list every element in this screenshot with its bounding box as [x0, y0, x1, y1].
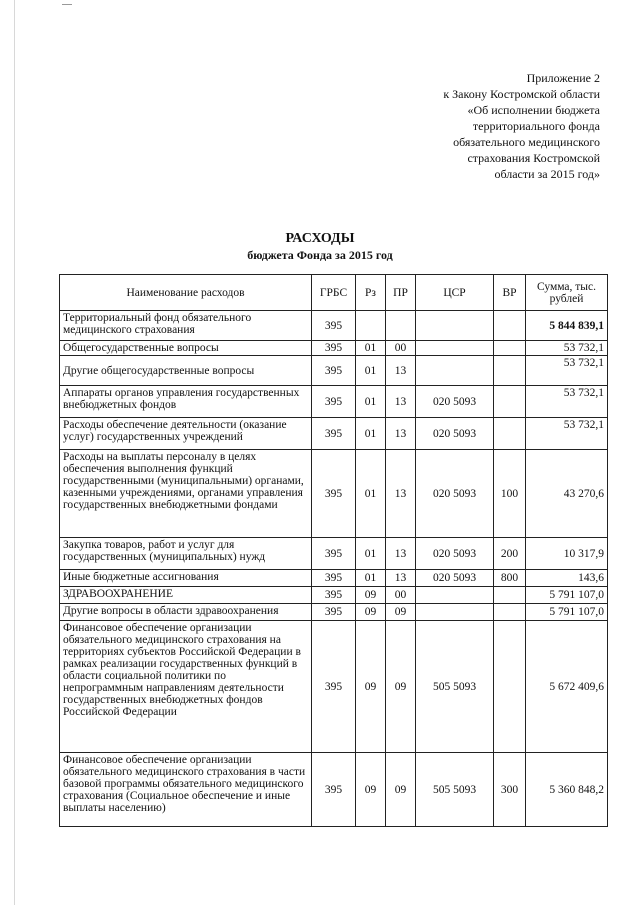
col-header-grbs: ГРБС	[312, 275, 356, 311]
row-csr	[416, 587, 494, 604]
row-rz: 09	[356, 753, 386, 827]
col-header-name: Наименование расходов	[60, 275, 312, 311]
row-sum: 10 317,9	[526, 538, 608, 570]
scan-mark	[62, 4, 72, 5]
row-grbs: 395	[312, 753, 356, 827]
row-rz	[356, 311, 386, 341]
row-csr: 020 5093	[416, 418, 494, 450]
row-csr	[416, 311, 494, 341]
row-sum: 53 732,1	[526, 418, 608, 450]
row-sum: 5 844 839,1	[526, 311, 608, 341]
table-row	[60, 621, 608, 753]
appendix-line: области за 2015 год»	[494, 167, 600, 181]
row-csr: 505 5093	[416, 753, 494, 827]
table-row	[60, 570, 608, 587]
row-pr: 13	[386, 538, 416, 570]
appendix-line: «Об исполнении бюджета	[467, 103, 600, 117]
document-title: РАСХОДЫ	[285, 231, 355, 246]
scan-edge-line	[14, 0, 15, 905]
row-name: Аппараты органов управления государственных внебюджетных фондов	[60, 386, 312, 418]
row-name: Другие вопросы в области здравоохранения	[60, 604, 312, 621]
row-vr: 200	[494, 538, 526, 570]
appendix-line: обязательного медицинского	[453, 135, 600, 149]
row-vr: 100	[494, 450, 526, 538]
table-row	[60, 341, 608, 356]
row-rz: 01	[356, 341, 386, 356]
table-row	[60, 538, 608, 570]
row-name: Расходы обеспечение деятельности (оказание услуг) государственных учреждений	[60, 418, 312, 450]
row-vr	[494, 386, 526, 418]
row-csr: 020 5093	[416, 386, 494, 418]
row-name: Финансовое обеспечение организации обязательного медицинского страхования на территориях субъектов Российской Федерации в рамках реализации государственных функций в области социальной политики по непрограммным направлениям деятельности государственных внебюджетных фондов Российской Федерации	[60, 621, 312, 753]
row-pr: 09	[386, 604, 416, 621]
row-pr: 13	[386, 418, 416, 450]
row-pr: 13	[386, 386, 416, 418]
row-sum: 53 732,1	[526, 386, 608, 418]
row-rz: 09	[356, 604, 386, 621]
table-row	[60, 587, 608, 604]
row-csr	[416, 356, 494, 386]
row-vr	[494, 587, 526, 604]
row-pr: 00	[386, 341, 416, 356]
table-row	[60, 311, 608, 341]
row-pr: 13	[386, 450, 416, 538]
row-name: ЗДРАВООХРАНЕНИЕ	[60, 587, 312, 604]
row-sum: 53 732,1	[526, 341, 608, 356]
row-name: Расходы на выплаты персоналу в целях обеспечения выполнения функций государственными (муниципальными) органами, казенными учреждениями, органами управления государственных внебюджетными фондами	[60, 450, 312, 538]
row-rz: 01	[356, 570, 386, 587]
row-sum: 5 360 848,2	[526, 753, 608, 827]
table-row	[60, 356, 608, 386]
row-sum: 5 791 107,0	[526, 604, 608, 621]
table-row	[60, 450, 608, 538]
row-csr	[416, 604, 494, 621]
row-name: Закупка товаров, работ и услуг для государственных (муниципальных) нужд	[60, 538, 312, 570]
document-subtitle: бюджета Фонда за 2015 год	[247, 248, 393, 262]
row-vr: 800	[494, 570, 526, 587]
col-header-sum: Сумма, тыс. рублей	[526, 275, 608, 311]
row-name: Общегосударственные вопросы	[60, 341, 312, 356]
col-header-rz: Рз	[356, 275, 386, 311]
row-grbs: 395	[312, 587, 356, 604]
row-pr: 00	[386, 587, 416, 604]
row-vr	[494, 604, 526, 621]
row-vr: 300	[494, 753, 526, 827]
row-name: Финансовое обеспечение организации обязательного медицинского страхования в части базовой программы обязательного медицинского страхования (Социальное обеспечение и иные выплаты населению)	[60, 753, 312, 827]
row-csr: 505 5093	[416, 621, 494, 753]
row-csr: 020 5093	[416, 570, 494, 587]
row-grbs: 395	[312, 356, 356, 386]
row-pr: 09	[386, 621, 416, 753]
table-row	[60, 386, 608, 418]
row-sum: 5 672 409,6	[526, 621, 608, 753]
appendix-line: территориального фонда	[472, 119, 600, 133]
row-rz: 09	[356, 587, 386, 604]
table-row	[60, 418, 608, 450]
row-grbs: 395	[312, 341, 356, 356]
row-csr: 020 5093	[416, 450, 494, 538]
row-pr: 13	[386, 570, 416, 587]
row-sum: 53 732,1	[526, 356, 608, 386]
row-csr	[416, 341, 494, 356]
row-name: Другие общегосударственные вопросы	[60, 356, 312, 386]
row-vr	[494, 418, 526, 450]
row-rz: 01	[356, 538, 386, 570]
row-pr	[386, 311, 416, 341]
row-vr	[494, 621, 526, 753]
row-grbs: 395	[312, 604, 356, 621]
appendix-line: страхования Костромской	[467, 151, 600, 165]
appendix-line: Приложение 2	[526, 71, 600, 85]
row-name: Территориальный фонд обязательного медицинского страхования	[60, 311, 312, 341]
row-grbs: 395	[312, 450, 356, 538]
row-pr: 13	[386, 356, 416, 386]
row-vr	[494, 311, 526, 341]
row-pr: 09	[386, 753, 416, 827]
row-rz: 01	[356, 386, 386, 418]
row-rz: 01	[356, 418, 386, 450]
row-vr	[494, 341, 526, 356]
row-rz: 01	[356, 356, 386, 386]
row-grbs: 395	[312, 418, 356, 450]
appendix-note	[340, 70, 600, 182]
appendix-line: к Закону Костромской области	[443, 87, 600, 101]
row-sum: 5 791 107,0	[526, 587, 608, 604]
row-csr: 020 5093	[416, 538, 494, 570]
row-rz: 09	[356, 621, 386, 753]
row-grbs: 395	[312, 386, 356, 418]
expenses-table	[59, 274, 608, 827]
col-header-csr: ЦСР	[416, 275, 494, 311]
row-sum: 43 270,6	[526, 450, 608, 538]
row-vr	[494, 356, 526, 386]
row-name: Иные бюджетные ассигнования	[60, 570, 312, 587]
table-row	[60, 604, 608, 621]
row-grbs: 395	[312, 538, 356, 570]
col-header-pr: ПР	[386, 275, 416, 311]
table-row	[60, 753, 608, 827]
row-rz: 01	[356, 450, 386, 538]
row-grbs: 395	[312, 621, 356, 753]
row-grbs: 395	[312, 311, 356, 341]
col-header-vr: ВР	[494, 275, 526, 311]
row-sum: 143,6	[526, 570, 608, 587]
table-header-row	[60, 275, 608, 311]
row-grbs: 395	[312, 570, 356, 587]
